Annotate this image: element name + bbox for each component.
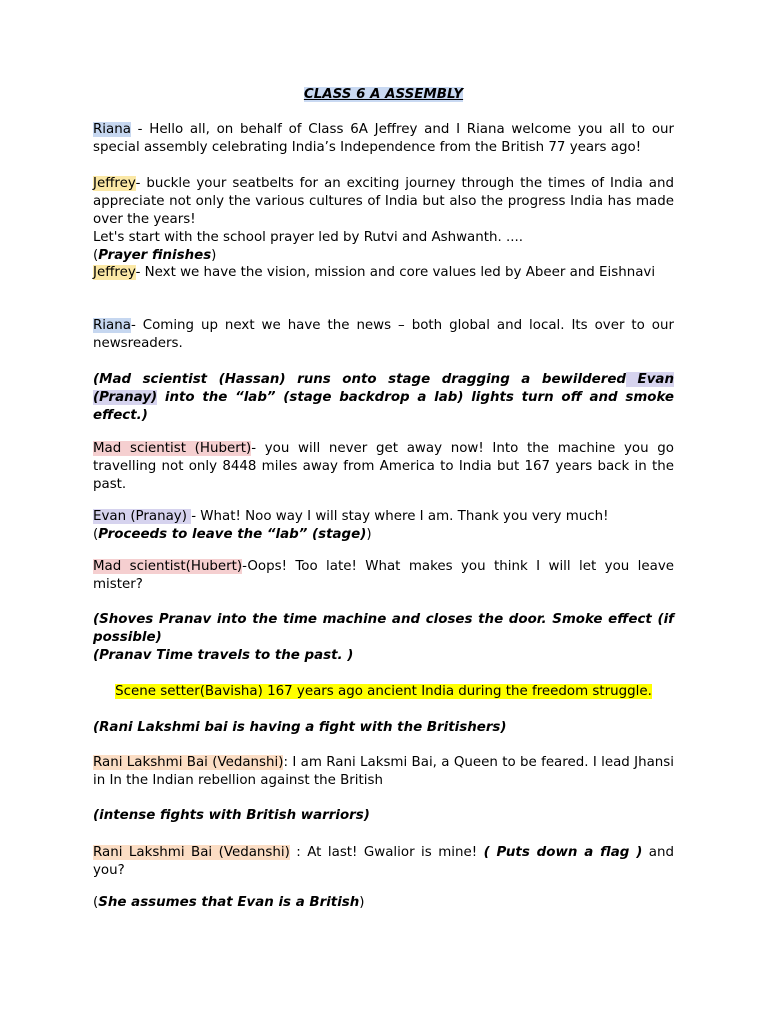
dialogue-text: - What! Noo way I will stay where I am. Thank you very much! [191,509,609,524]
speaker-label: Rani Lakshmi Bai (Vedanshi) [93,755,284,770]
paragraph-jeffrey-intro [93,175,674,265]
stage-direction-assumes [93,894,674,912]
speaker-label: Mad scientist (Hubert) [93,441,252,456]
stage-direction-text: (Pranav Time travels to the past. ) [93,648,354,663]
bracket: ) [359,895,365,910]
dialogue-text: Let's start with the school prayer led by Rutvi and Ashwanth. .... [93,230,524,245]
dialogue-text: - you will never get away now! Into the machine you go travelling not only 8448 miles away from America to India but 167 years back in the past. [93,441,674,492]
paragraph-rani-intro [93,754,674,790]
character-highlight: Evan (Pranay) [93,372,674,405]
paragraph-rani-gwalior [93,844,674,880]
stage-direction-fights [93,807,674,825]
paragraph-mad-scientist-hubert [93,440,674,494]
stage-direction-rani-fight [93,719,674,737]
stage-direction: Prayer finishes [98,248,212,263]
speaker-label: Rani Lakshmi Bai (Vedanshi) [93,845,290,860]
dialogue-text: : At last! Gwalior is mine! [289,845,484,860]
page-title [93,86,674,104]
bracket: ) [211,248,217,263]
stage-direction-text: into the “lab” (stage backdrop a lab) lights turn off and smoke effect.) [93,390,674,423]
paragraph-evan [93,508,674,544]
bracket: ( [93,527,99,542]
scene-setter [93,683,674,701]
dialogue-text: and you? [93,845,674,878]
speaker-label: Jeffrey [93,176,136,191]
paragraph-riana-news [93,317,674,353]
speaker-label: Jeffrey [93,265,136,280]
dialogue-text: - Hello all, on behalf of Class 6A Jeffrey and I Riana welcome you all to our special assembly celebrating India’s Independence from the British 77 years ago! [93,122,674,155]
dialogue-text: - buckle your seatbelts for an exciting journey through the times of India and appreciate not only the various cultures of India but also the progress India has made over the years! [93,176,674,227]
dialogue-text: - Next we have the vision, mission and core values led by Abeer and Eishnavi [135,265,656,280]
dialogue-text: : I am Rani Laksmi Bai, a Queen to be feared. I lead Jhansi in In the Indian rebellion against the British [93,755,674,788]
stage-direction-mad-scientist [93,371,674,425]
scene-setter-text: Scene setter(Bavisha) 167 years ago ancient India during the freedom struggle. [115,684,652,699]
bracket: ( [93,248,99,263]
paragraph-mad-scientist-oops [93,558,674,594]
stage-direction: Proceeds to leave the “lab” (stage) [98,527,367,542]
stage-direction-text: (Shoves Pranav into the time machine and closes the door. Smoke effect (if possible) [93,612,674,645]
stage-direction-time-machine [93,611,674,665]
speaker-label: Riana [93,122,131,137]
title-text: CLASS 6 A ASSEMBLY [303,87,464,102]
stage-direction: She assumes that Evan is a British [98,895,360,910]
bracket: ( [93,895,99,910]
stage-direction-text: (Mad scientist (Hassan) runs onto stage dragging a bewildered [93,372,627,387]
stage-direction-text: (intense fights with British warriors) [93,808,370,823]
paragraph-jeffrey-vision [93,264,674,282]
bracket: ) [366,527,372,542]
stage-direction: ( Puts down a flag ) [483,845,643,860]
speaker-label: Riana [93,318,131,333]
dialogue-text: - Coming up next we have the news – both global and local. Its over to our newsreaders. [93,318,674,351]
stage-direction-text: (Rani Lakshmi bai is having a fight with the Britishers) [93,720,507,735]
speaker-label: Evan (Pranay) [93,509,192,524]
paragraph-riana-welcome [93,121,674,157]
speaker-label: Mad scientist(Hubert) [93,559,243,574]
dialogue-text: -Oops! Too late! What makes you think I will let you leave mister? [93,559,674,592]
